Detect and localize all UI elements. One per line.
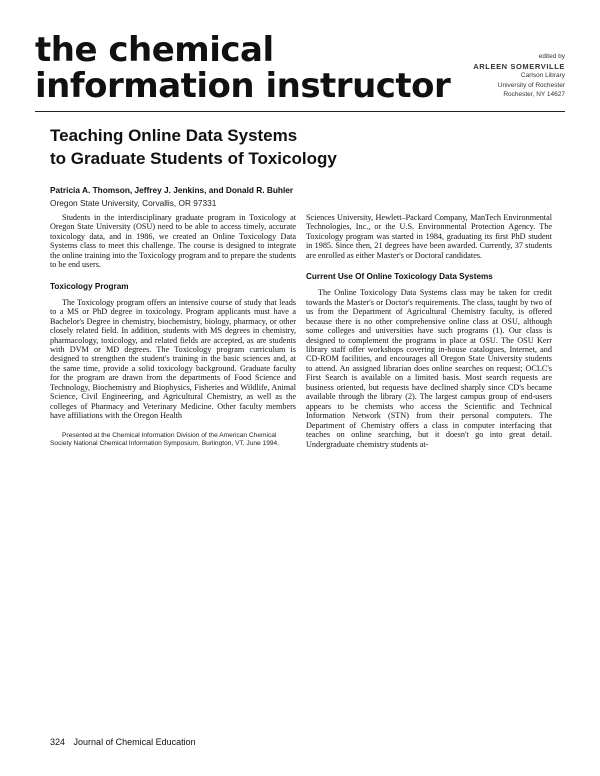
editor-name: ARLEEN SOMERVILLE [473, 61, 565, 71]
article-title [50, 124, 510, 170]
masthead-line-1: the chemical [35, 30, 274, 70]
title-line-2: to Graduate Students of Toxicology [50, 149, 337, 168]
presentation-footnote: Presented at the Chemical Information Division of the American Chemical Society National Chemical Information Symposium, Burlington, VT, June 1994. [50, 431, 280, 448]
intro-paragraph: Students in the interdisciplinary graduate program in Toxicology at Oregon State University (OSU) need to be able to access timely, accurate toxicology data, and in 1986, we created an Online Toxicology Data Systems class to meet this challenge. The course is designed to integrate the online training into the Toxicology program and to prepare the students to be end users. [50, 213, 296, 270]
masthead-line-2: information instructor [35, 66, 451, 106]
section-heading-toxicology-program: Toxicology Program [50, 281, 129, 291]
page-number: 324 [50, 737, 66, 747]
masthead-divider [35, 111, 565, 112]
editor-library: Carlson Library [520, 72, 565, 79]
article-authors: Patricia A. Thomson, Jeffrey J. Jenkins, and Donald R. Buhler [50, 185, 294, 195]
editor-city: Rochester, NY 14627 [503, 91, 565, 98]
continued-paragraph: Sciences University, Hewlett–Packard Company, ManTech Environmental Technologies, Inc., or the U.S. Environmental Protection Agency. The Toxicology program was started in 1984, graduating its first PhD student in 1985. Since then, 21 degrees have been awarded. Currently, 37 students are enrolled as either Master's or Doctoral candidates. [306, 213, 552, 260]
editor-credit [425, 52, 565, 100]
section-heading-current-use: Current Use Of Online Toxicology Data Systems [306, 272, 493, 282]
left-column [50, 213, 296, 448]
right-column [306, 213, 552, 449]
journal-name: Journal of Chemical Education [73, 737, 196, 747]
editor-university: University of Rochester [497, 81, 565, 89]
journal-masthead [35, 30, 451, 106]
title-line-1: Teaching Online Data Systems [50, 126, 298, 145]
current-use-paragraph: The Online Toxicology Data Systems class may be taken for credit towards the Master's or Doctor's requirements. The class, taught by two of us from the Department of Agricultural Chemistry faculty, is offered because there is no other comprehensive online class at OSU, although some colleges and universities have such programs (1). Our class is designed to complement the programs in place at OSU. The OSU Kerr library staff offer workshops covering in-house catalogues, Internet, and CD-ROM facilities, and encourages all Oregon State University students to attend. An assigned librarian does online searches on request; OCLC's First Search is available on a limited basis. Most search requests are business oriented, but requests have declined sharply since CD's became available through the library (2). The largest campus group of end-users appears to be chemists who access the Scientific and Technical Information Network (STN) from their personal computers. The Department of Chemistry offers a class in computer interfacing that teaches on online searching, but it doesn't go into great detail. Undergraduate chemistry students at- [306, 288, 552, 449]
toxicology-program-paragraph: The Toxicology program offers an intensive course of study that leads to a MS or PhD degree in toxicology. Program applicants must have a Bachelor's Degree in chemistry, biochemistry, biology, pharmacy, or other closely related field. In addition, students with MS degrees in chemistry, pharmacology, toxicology, and related fields are accepted, as are students with DVM or MD degrees. The Toxicology program curriculum is designed to strengthen the student's training in the basic sciences and, at the same time, provide a solid toxicology background. Graduate faculty for the program are drawn from the departments of Food Science and Technology, Biochemistry and Biophysics, Fisheries and Wildlife, Animal Science, Civil Engineering, and Agricultural Chemistry, as well as the colleges of Pharmacy and Veterinary Medicine. Other faculty members have affiliations with the Oregon Health [50, 297, 296, 421]
author-affiliation: Oregon State University, Corvallis, OR 97331 [50, 198, 217, 208]
page-footer [50, 737, 196, 747]
editor-label: edited by [538, 53, 565, 60]
